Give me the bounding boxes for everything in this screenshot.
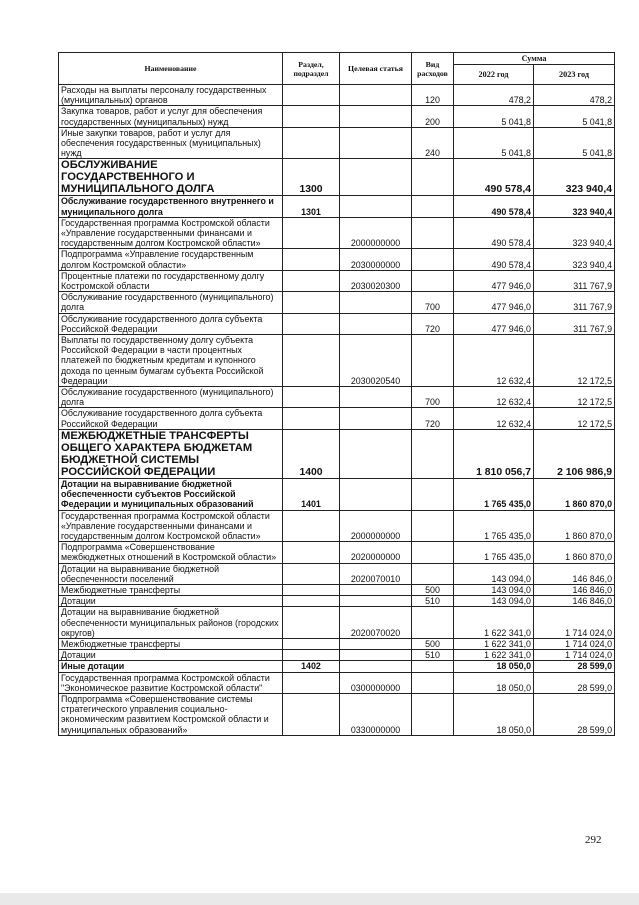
cell-v2022: 1 622 341,0 xyxy=(454,638,534,649)
table-row xyxy=(59,542,615,563)
header-type: Вид расходов xyxy=(412,53,454,85)
header-sum: Сумма xyxy=(454,53,615,65)
cell-v2022: 1 622 341,0 xyxy=(454,607,534,639)
cell-v2022: 5 041,8 xyxy=(454,127,534,159)
cell-target: 2030020300 xyxy=(340,270,412,291)
header-2022: 2022 год xyxy=(454,65,534,85)
cell-target: 2020000000 xyxy=(340,542,412,563)
cell-v2023: 146 846,0 xyxy=(534,563,615,584)
cell-name: Иные дотации xyxy=(59,661,283,672)
cell-type xyxy=(412,429,454,478)
cell-section: 1401 xyxy=(283,478,340,510)
page-number: 292 xyxy=(585,834,602,846)
table-row xyxy=(59,661,615,672)
cell-name: Государственная программа Костромской области «Управление государственными финансами и государственным долгом Костромской области» xyxy=(59,510,283,542)
cell-type: 120 xyxy=(412,85,454,106)
table-row xyxy=(59,596,615,607)
cell-v2023: 1 860 870,0 xyxy=(534,510,615,542)
cell-v2022: 1 765 435,0 xyxy=(454,510,534,542)
table-row xyxy=(59,510,615,542)
cell-target: 2030000000 xyxy=(340,249,412,270)
cell-name: Дотации на выравнивание бюджетной обеспеченности субъектов Российской Федерации и муниципальных образований xyxy=(59,478,283,510)
cell-v2022: 143 094,0 xyxy=(454,563,534,584)
cell-type xyxy=(412,249,454,270)
cell-v2022: 1 622 341,0 xyxy=(454,650,534,661)
cell-v2023: 1 860 870,0 xyxy=(534,478,615,510)
cell-v2023: 146 846,0 xyxy=(534,584,615,595)
header-2023: 2023 год xyxy=(534,65,615,85)
cell-v2023: 1 714 024,0 xyxy=(534,607,615,639)
cell-type: 500 xyxy=(412,638,454,649)
budget-table xyxy=(58,52,615,736)
cell-v2023: 5 041,8 xyxy=(534,127,615,159)
cell-type: 700 xyxy=(412,387,454,408)
table-body xyxy=(59,85,615,736)
cell-section xyxy=(283,313,340,334)
cell-v2022: 18 050,0 xyxy=(454,672,534,693)
cell-v2023: 323 940,4 xyxy=(534,196,615,217)
cell-type xyxy=(412,563,454,584)
cell-v2023: 28 599,0 xyxy=(534,661,615,672)
cell-v2023: 1 860 870,0 xyxy=(534,542,615,563)
cell-v2022: 12 632,4 xyxy=(454,408,534,429)
cell-v2023: 1 714 024,0 xyxy=(534,638,615,649)
cell-section: 1400 xyxy=(283,429,340,478)
cell-type xyxy=(412,196,454,217)
cell-name: Подпрограмма «Совершенствование системы стратегического управления социально-экономическим развитием Костромской области и муниципальных образований» xyxy=(59,693,283,735)
cell-v2023: 311 767,9 xyxy=(534,270,615,291)
cell-type: 720 xyxy=(412,313,454,334)
cell-section xyxy=(283,127,340,159)
cell-name: Подпрограмма «Совершенствование межбюджетных отношений в Костромской области» xyxy=(59,542,283,563)
table-row xyxy=(59,408,615,429)
cell-target: 0330000000 xyxy=(340,693,412,735)
cell-section xyxy=(283,217,340,249)
scan-edge xyxy=(0,893,639,905)
cell-section xyxy=(283,335,340,387)
table-row xyxy=(59,387,615,408)
cell-v2022: 18 050,0 xyxy=(454,693,534,735)
cell-type xyxy=(412,607,454,639)
cell-v2022: 477 946,0 xyxy=(454,270,534,291)
cell-section xyxy=(283,542,340,563)
cell-target xyxy=(340,408,412,429)
cell-name: Расходы на выплаты персоналу государственных (муниципальных) органов xyxy=(59,85,283,106)
cell-v2023: 1 714 024,0 xyxy=(534,650,615,661)
table-row xyxy=(59,672,615,693)
cell-section xyxy=(283,510,340,542)
cell-section xyxy=(283,596,340,607)
cell-name: Обслуживание государственного внутреннего и муниципального долга xyxy=(59,196,283,217)
cell-v2022: 143 094,0 xyxy=(454,596,534,607)
cell-type: 720 xyxy=(412,408,454,429)
cell-target: 2030020540 xyxy=(340,335,412,387)
cell-v2023: 478,2 xyxy=(534,85,615,106)
cell-section xyxy=(283,650,340,661)
cell-name: Межбюджетные трансферты xyxy=(59,638,283,649)
cell-v2022: 1 765 435,0 xyxy=(454,542,534,563)
cell-name: Выплаты по государственному долгу субъекта Российской Федерации в части процентных платежей по бюджетным кредитам и купонного дохода по ценным бумагам субъекта Российской Федерации xyxy=(59,335,283,387)
cell-name: Государственная программа Костромской области «Управление государственными финансами и государственным долгом Костромской области» xyxy=(59,217,283,249)
cell-section xyxy=(283,693,340,735)
cell-type xyxy=(412,693,454,735)
header-name: Наименование xyxy=(59,53,283,85)
cell-target xyxy=(340,650,412,661)
table-row xyxy=(59,196,615,217)
cell-target xyxy=(340,196,412,217)
cell-v2023: 311 767,9 xyxy=(534,292,615,313)
cell-target xyxy=(340,85,412,106)
cell-v2022: 490 578,4 xyxy=(454,196,534,217)
cell-name: Межбюджетные трансферты xyxy=(59,584,283,595)
cell-v2023: 28 599,0 xyxy=(534,693,615,735)
cell-type xyxy=(412,542,454,563)
cell-name: ОБСЛУЖИВАНИЕ ГОСУДАРСТВЕННОГО И МУНИЦИПАЛЬНОГО ДОЛГА xyxy=(59,159,283,196)
table-row xyxy=(59,85,615,106)
cell-name: Закупка товаров, работ и услуг для обеспечения государственных (муниципальных) нужд xyxy=(59,106,283,127)
table-row xyxy=(59,313,615,334)
cell-target xyxy=(340,106,412,127)
header-target: Целевая статья xyxy=(340,53,412,85)
cell-target xyxy=(340,638,412,649)
cell-target xyxy=(340,478,412,510)
cell-v2023: 12 172,5 xyxy=(534,335,615,387)
cell-name: Государственная программа Костромской области "Экономическое развитие Костромской области" xyxy=(59,672,283,693)
cell-type xyxy=(412,270,454,291)
table-row xyxy=(59,607,615,639)
cell-v2022: 477 946,0 xyxy=(454,292,534,313)
header-section: Раздел, подраздел xyxy=(283,53,340,85)
cell-section: 1301 xyxy=(283,196,340,217)
cell-v2023: 146 846,0 xyxy=(534,596,615,607)
cell-v2022: 490 578,4 xyxy=(454,159,534,196)
table-row xyxy=(59,563,615,584)
cell-section: 1300 xyxy=(283,159,340,196)
cell-target xyxy=(340,159,412,196)
cell-section xyxy=(283,387,340,408)
cell-v2023: 323 940,4 xyxy=(534,217,615,249)
table-row xyxy=(59,292,615,313)
table-header xyxy=(59,53,615,85)
cell-v2022: 18 050,0 xyxy=(454,661,534,672)
table-row xyxy=(59,478,615,510)
cell-section xyxy=(283,408,340,429)
cell-v2023: 2 106 986,9 xyxy=(534,429,615,478)
cell-section xyxy=(283,249,340,270)
cell-name: Дотации xyxy=(59,650,283,661)
cell-v2022: 12 632,4 xyxy=(454,335,534,387)
cell-type xyxy=(412,217,454,249)
cell-name: Дотации на выравнивание бюджетной обеспеченности муниципальных районов (городских округов) xyxy=(59,607,283,639)
cell-type xyxy=(412,510,454,542)
cell-target xyxy=(340,292,412,313)
cell-name: МЕЖБЮДЖЕТНЫЕ ТРАНСФЕРТЫ ОБЩЕГО ХАРАКТЕРА БЮДЖЕТАМ БЮДЖЕТНОЙ СИСТЕМЫ РОССИЙСКОЙ ФЕДЕРАЦИИ xyxy=(59,429,283,478)
cell-name: Обслуживание государственного (муниципального) долга xyxy=(59,387,283,408)
cell-type: 700 xyxy=(412,292,454,313)
cell-section xyxy=(283,607,340,639)
cell-v2022: 490 578,4 xyxy=(454,249,534,270)
table-row xyxy=(59,249,615,270)
table-row xyxy=(59,693,615,735)
cell-v2022: 490 578,4 xyxy=(454,217,534,249)
cell-name: Обслуживание государственного (муниципального) долга xyxy=(59,292,283,313)
cell-v2023: 28 599,0 xyxy=(534,672,615,693)
cell-target xyxy=(340,661,412,672)
table-row xyxy=(59,429,615,478)
cell-v2023: 12 172,5 xyxy=(534,408,615,429)
cell-name: Процентные платежи по государственному долгу Костромской области xyxy=(59,270,283,291)
cell-type: 510 xyxy=(412,596,454,607)
cell-section: 1402 xyxy=(283,661,340,672)
cell-type xyxy=(412,335,454,387)
cell-type: 510 xyxy=(412,650,454,661)
cell-v2022: 143 094,0 xyxy=(454,584,534,595)
cell-section xyxy=(283,106,340,127)
cell-v2023: 12 172,5 xyxy=(534,387,615,408)
cell-target: 2000000000 xyxy=(340,217,412,249)
cell-type xyxy=(412,159,454,196)
cell-section xyxy=(283,85,340,106)
cell-v2022: 478,2 xyxy=(454,85,534,106)
table-row xyxy=(59,650,615,661)
table-row xyxy=(59,159,615,196)
cell-target xyxy=(340,127,412,159)
cell-type: 240 xyxy=(412,127,454,159)
cell-v2022: 5 041,8 xyxy=(454,106,534,127)
cell-v2023: 323 940,4 xyxy=(534,249,615,270)
cell-name: Дотации xyxy=(59,596,283,607)
table-row xyxy=(59,127,615,159)
table-row xyxy=(59,584,615,595)
cell-type xyxy=(412,478,454,510)
cell-target xyxy=(340,429,412,478)
table-row xyxy=(59,638,615,649)
table-row xyxy=(59,106,615,127)
cell-v2022: 12 632,4 xyxy=(454,387,534,408)
cell-target xyxy=(340,584,412,595)
cell-v2022: 1 765 435,0 xyxy=(454,478,534,510)
cell-target xyxy=(340,313,412,334)
cell-target: 2000000000 xyxy=(340,510,412,542)
cell-section xyxy=(283,638,340,649)
cell-name: Обслуживание государственного долга субъекта Российской Федерации xyxy=(59,313,283,334)
cell-type: 500 xyxy=(412,584,454,595)
cell-v2023: 311 767,9 xyxy=(534,313,615,334)
cell-v2023: 5 041,8 xyxy=(534,106,615,127)
cell-name: Дотации на выравнивание бюджетной обеспеченности поселений xyxy=(59,563,283,584)
cell-section xyxy=(283,672,340,693)
cell-name: Обслуживание государственного долга субъекта Российской Федерации xyxy=(59,408,283,429)
table-row xyxy=(59,217,615,249)
cell-name: Подпрограмма «Управление государственным долгом Костромской области» xyxy=(59,249,283,270)
cell-section xyxy=(283,270,340,291)
cell-v2022: 1 810 056,7 xyxy=(454,429,534,478)
table-row xyxy=(59,270,615,291)
cell-section xyxy=(283,292,340,313)
cell-name: Иные закупки товаров, работ и услуг для обеспечения государственных (муниципальных) нужд xyxy=(59,127,283,159)
cell-target xyxy=(340,596,412,607)
cell-v2022: 477 946,0 xyxy=(454,313,534,334)
cell-target xyxy=(340,387,412,408)
cell-type xyxy=(412,661,454,672)
table-row xyxy=(59,335,615,387)
cell-target: 2020070020 xyxy=(340,607,412,639)
cell-v2023: 323 940,4 xyxy=(534,159,615,196)
cell-type: 200 xyxy=(412,106,454,127)
cell-section xyxy=(283,563,340,584)
cell-type xyxy=(412,672,454,693)
cell-target: 0300000000 xyxy=(340,672,412,693)
cell-target: 2020070010 xyxy=(340,563,412,584)
cell-section xyxy=(283,584,340,595)
